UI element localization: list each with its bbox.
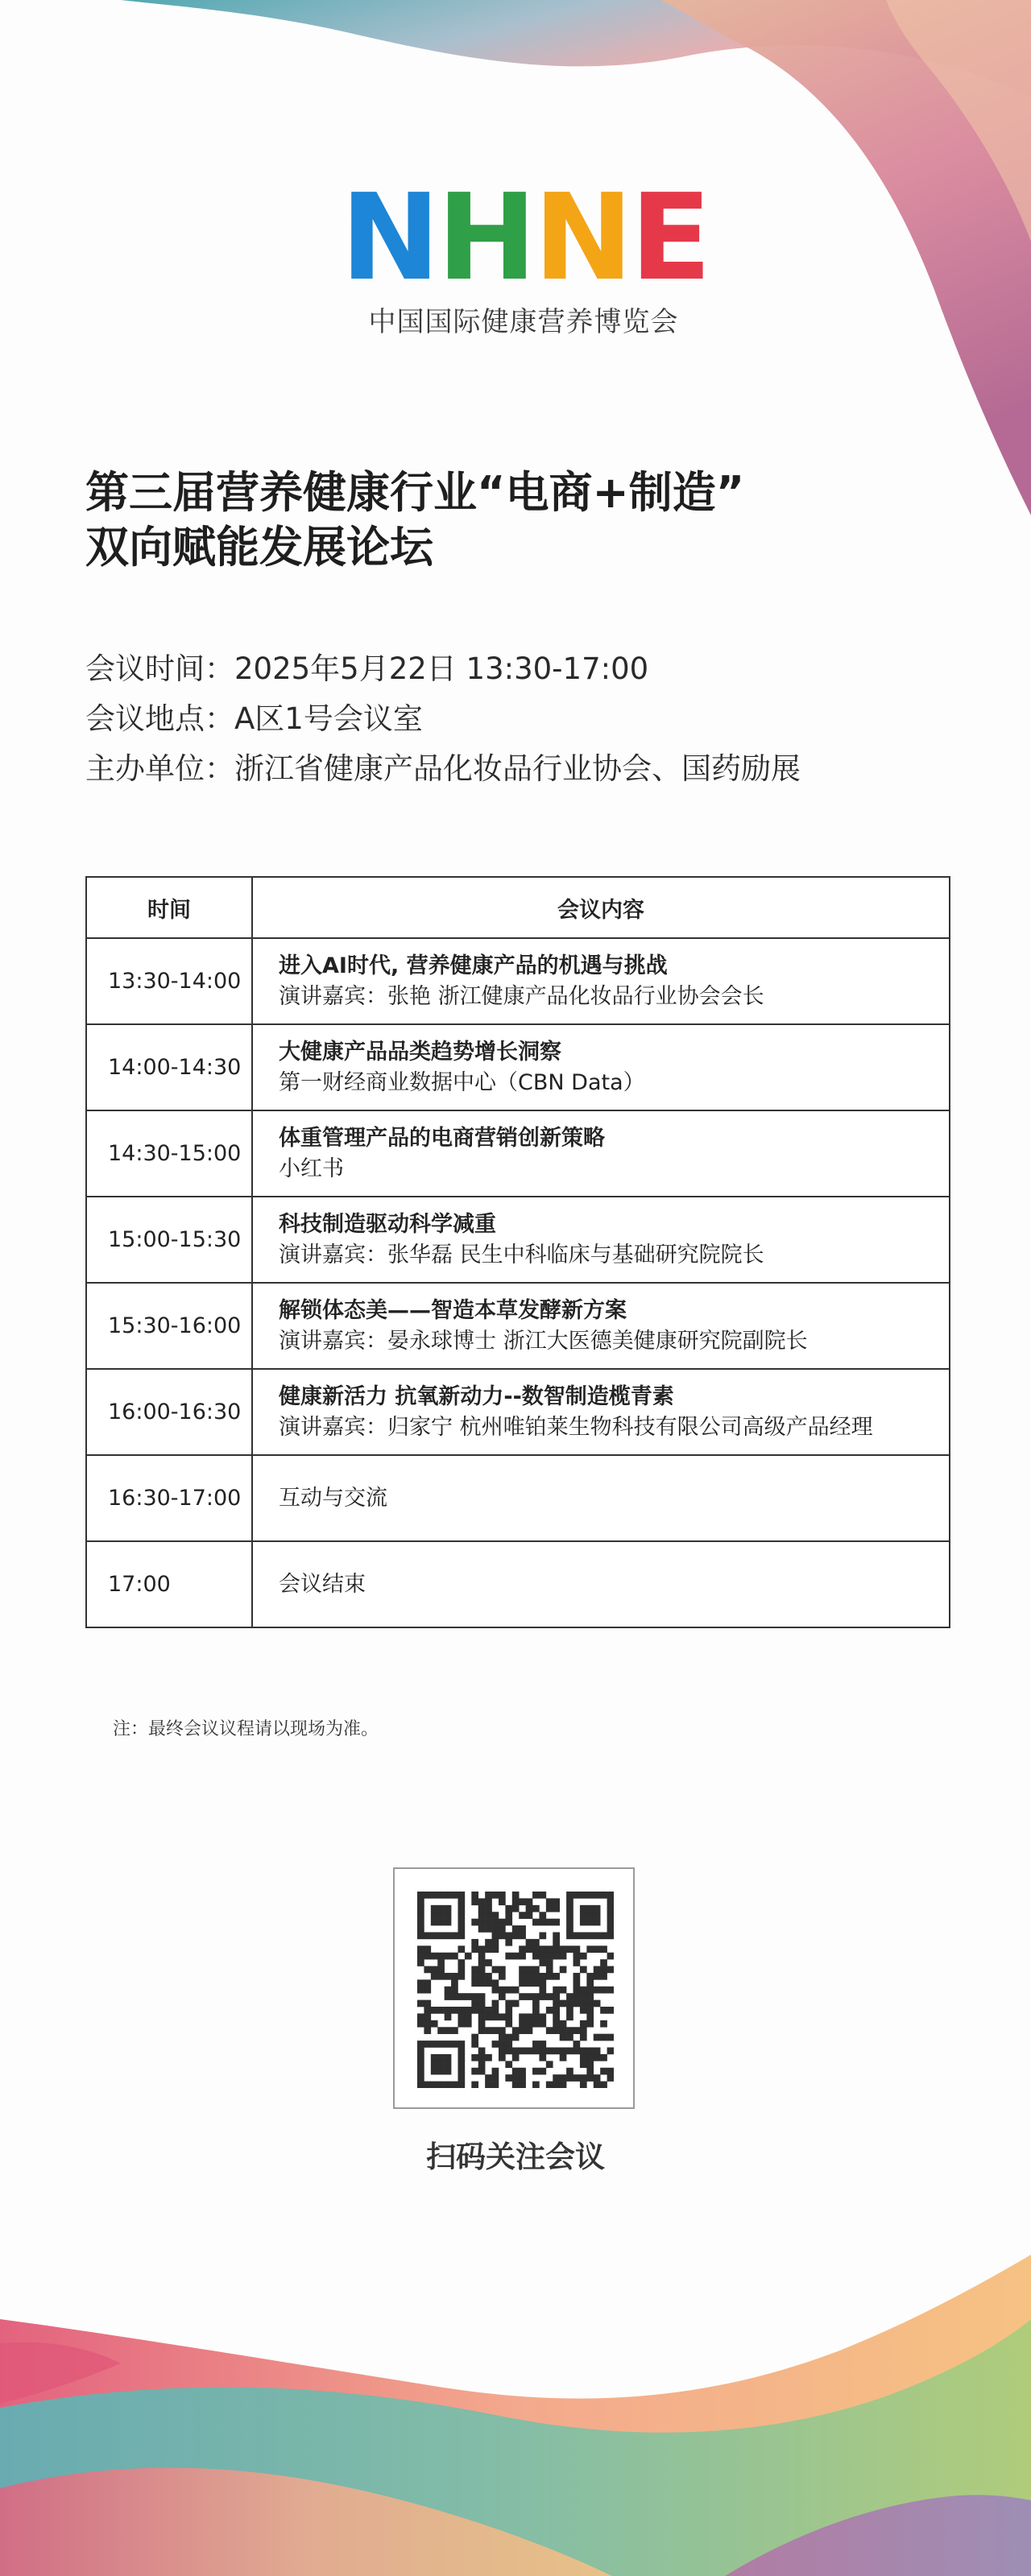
- title-line-2: 双向赋能发展论坛: [85, 522, 433, 573]
- session-content: [252, 1283, 950, 1369]
- session-speaker: 会议结束: [279, 1571, 366, 1597]
- table-row: [86, 1197, 950, 1283]
- session-speaker: 演讲嘉宾：张华磊 民生中科临床与基础研究院院长: [279, 1242, 764, 1267]
- session-time: 15:00-15:30: [86, 1197, 252, 1283]
- session-speaker: 演讲嘉宾：晏永球博士 浙江大医德美健康研究院副院长: [279, 1328, 808, 1354]
- session-title: 解锁体态美——智造本草发酵新方案: [279, 1297, 627, 1323]
- session-speaker: 互动与交流: [279, 1485, 387, 1511]
- header-content: 会议内容: [252, 877, 950, 938]
- table-row: [86, 1455, 950, 1541]
- logo-letter: E: [630, 168, 707, 307]
- table-row: [86, 1369, 950, 1455]
- session-title: 体重管理产品的电商营销创新策略: [279, 1125, 605, 1151]
- qr-caption: 扫码关注会议: [426, 2140, 605, 2174]
- session-title: 科技制造驱动科学减重: [279, 1211, 496, 1237]
- session-content: [252, 1024, 950, 1110]
- session-speaker: 小红书: [279, 1156, 344, 1181]
- session-time: 14:00-14:30: [86, 1024, 252, 1110]
- nhne-logo: [340, 168, 707, 339]
- table-row: [86, 938, 950, 1024]
- session-title: 健康新活力 抗氧新动力--数智制造榄青素: [279, 1383, 674, 1409]
- meeting-host: 主办单位：浙江省健康产品化妆品行业协会、国药励展: [85, 751, 801, 786]
- title-line-1: 第三届营养健康行业“电商+制造”: [85, 467, 745, 518]
- meeting-place: 会议地点：A区1号会议室: [85, 701, 423, 736]
- session-content: [252, 1455, 950, 1541]
- session-content: [252, 1197, 950, 1283]
- session-time: 17:00: [86, 1541, 252, 1627]
- session-content: [252, 1541, 950, 1627]
- session-time: 16:30-17:00: [86, 1455, 252, 1541]
- session-content: [252, 938, 950, 1024]
- page-title: [85, 465, 955, 575]
- header-time: 时间: [86, 877, 252, 938]
- logo-letter: N: [340, 168, 436, 307]
- table-row: [86, 1541, 950, 1627]
- session-time: 14:30-15:00: [86, 1110, 252, 1197]
- footnote: 注：最终会议议程请以现场为准。: [113, 1719, 379, 1739]
- logo-subtitle: 中国国际健康营养博览会: [368, 306, 679, 338]
- session-speaker: 演讲嘉宾：张艳 浙江健康产品化妆品行业协会会长: [279, 983, 764, 1009]
- session-content: [252, 1110, 950, 1197]
- qr-code-graphic: [417, 1892, 614, 2088]
- session-title: 进入AI时代, 营养健康产品的机遇与挑战: [279, 953, 668, 978]
- session-speaker: 演讲嘉宾：归家宁 杭州唯铂莱生物科技有限公司高级产品经理: [279, 1414, 873, 1440]
- session-time: 16:00-16:30: [86, 1369, 252, 1455]
- table-row: [86, 1283, 950, 1369]
- logo-letter: N: [533, 168, 629, 307]
- session-title: 大健康产品品类趋势增长洞察: [279, 1039, 561, 1065]
- table-header-row: [86, 877, 950, 938]
- table-row: [86, 1024, 950, 1110]
- logo-wordmark: [340, 168, 707, 307]
- session-content: [252, 1369, 950, 1455]
- logo-letter: H: [437, 168, 532, 307]
- session-speaker: 第一财经商业数据中心（CBN Data）: [279, 1069, 645, 1095]
- meeting-time: 会议时间：2025年5月22日 13:30-17:00: [85, 651, 649, 686]
- qr-code[interactable]: [393, 1867, 635, 2109]
- session-time: 15:30-16:00: [86, 1283, 252, 1369]
- meeting-info: [85, 644, 971, 794]
- schedule-table: [85, 876, 950, 1628]
- session-time: 13:30-14:00: [86, 938, 252, 1024]
- schedule-body: [86, 938, 950, 1627]
- table-row: [86, 1110, 950, 1197]
